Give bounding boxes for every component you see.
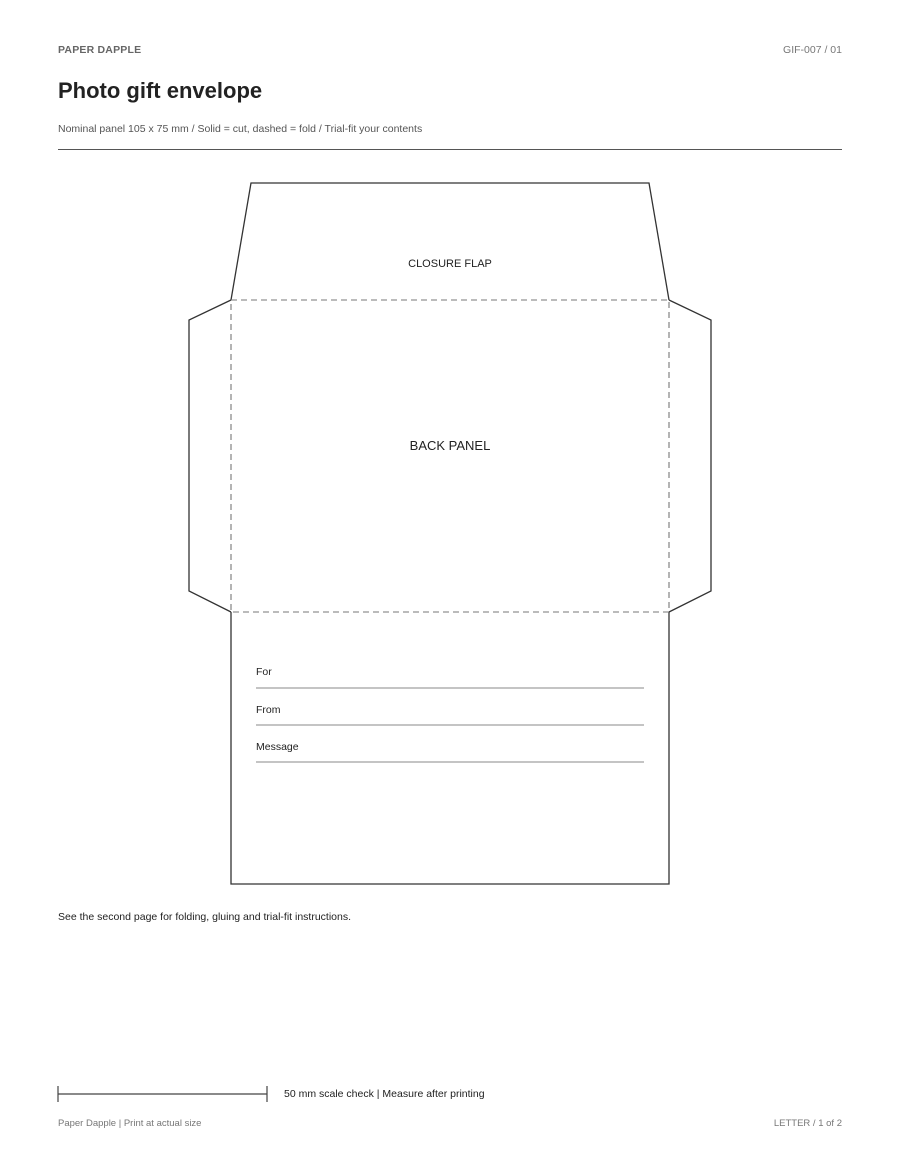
scale-check-text: 50 mm scale check | Measure after printing [284,1088,485,1100]
right-side-flap-outline [669,300,711,612]
back-panel-fold-lines [231,300,669,612]
footer-page-info: LETTER / 1 of 2 [773,1118,842,1129]
field-label-for: For [256,666,272,678]
footer-left-text: Paper Dapple | Print at actual size [58,1118,202,1129]
field-label-from: From [256,704,281,716]
closure-flap-outline [231,183,669,300]
left-side-flap-outline [189,300,231,612]
document-code: GIF-007 / 01 [783,44,842,56]
scale-bar [58,1086,267,1102]
field-label-message: Message [256,741,299,753]
page-title: Photo gift envelope [58,78,263,103]
back-panel-label: BACK PANEL [409,438,491,453]
closure-flap-label: CLOSURE FLAP [408,258,492,270]
page-subtitle: Nominal panel 105 x 75 mm / Solid = cut, dashed = fold / Trial-fit your contents [58,123,423,135]
instructions-note: See the second page for folding, gluing and trial-fit instructions. [58,911,352,923]
brand-name: PAPER DAPPLE [58,44,142,56]
